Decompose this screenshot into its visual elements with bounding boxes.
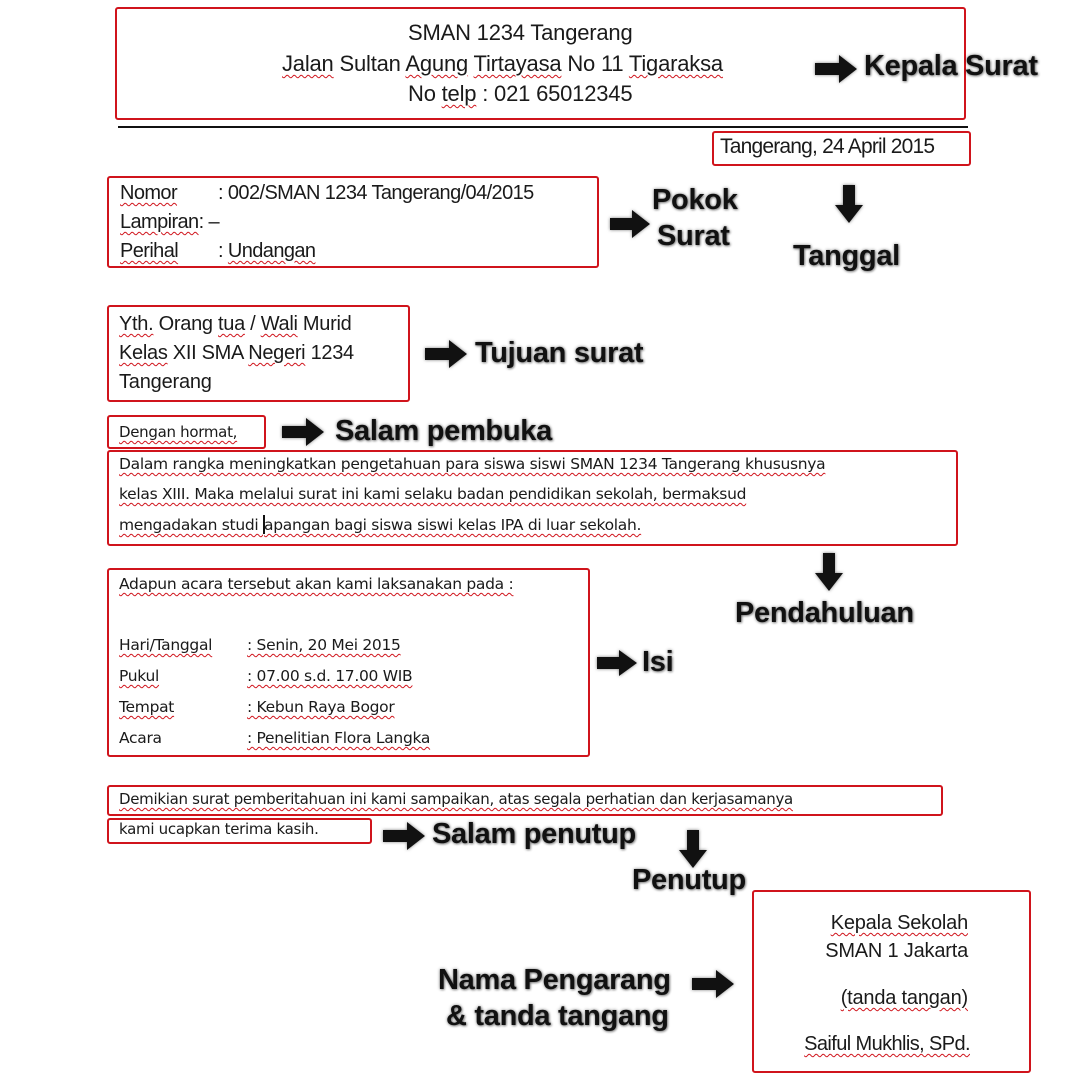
kop-address xyxy=(282,51,723,77)
pokok-value-word: Undangan xyxy=(227,240,316,262)
tujuan-word: XII SMA xyxy=(167,342,249,364)
isi-value: : 07.00 s.d. 17.00 WIB xyxy=(247,667,413,685)
arrow-down-icon xyxy=(679,830,707,868)
kop-address-word: Sultan xyxy=(333,51,406,76)
tanggal-text: Tangerang, 24 April 2015 xyxy=(720,135,935,158)
label-surat: Surat xyxy=(657,220,730,252)
label-pokok: Pokok xyxy=(652,184,738,216)
label-pendahuluan: Pendahuluan xyxy=(735,597,914,629)
pokok-key: Lampiran xyxy=(120,211,199,233)
arrow-right-icon xyxy=(383,822,425,850)
tujuan-word: Murid xyxy=(297,313,352,335)
pokok-key: Perihal xyxy=(120,240,179,262)
isi-key: Pukul xyxy=(119,667,160,685)
pokok-value: : 002/SMAN 1234 Tangerang/04/2015 xyxy=(218,182,534,204)
label-kepala-surat: Kepala Surat xyxy=(864,50,1038,82)
kop-address-word: Jalan xyxy=(282,51,334,76)
tujuan-line2 xyxy=(119,342,354,365)
isi-value: : Kebun Raya Bogor xyxy=(247,698,395,716)
tujuan-line1 xyxy=(119,313,351,336)
kop-school-name: SMAN 1234 Tangerang xyxy=(408,20,633,45)
label-tujuan-surat: Tujuan surat xyxy=(475,337,644,369)
pendahuluan-line2: kelas XIII. Maka melalui surat ini kami selaku badan pendidikan sekolah, bermaksud xyxy=(119,485,747,503)
ttd-sekolah: SMAN 1 Jakarta xyxy=(825,940,968,962)
isi-row xyxy=(119,698,394,716)
pendahuluan-text: mengadakan studi xyxy=(119,516,264,534)
arrow-right-icon xyxy=(610,210,650,238)
arrow-down-icon xyxy=(835,185,863,223)
tujuan-word: Yth. xyxy=(119,313,154,335)
arrow-down-icon xyxy=(815,553,843,591)
tujuan-word: 1234 xyxy=(305,342,354,364)
kop-address-word: Tirtayasa xyxy=(473,51,562,76)
pendahuluan-text: apangan bagi siswa siswi kelas IPA di luar sekolah. xyxy=(264,516,642,534)
header-divider xyxy=(118,126,968,128)
ttd-nama: Saiful Mukhlis, SPd. xyxy=(804,1033,970,1055)
pokok-row-perihal xyxy=(120,240,315,263)
label-tanggal: Tanggal xyxy=(793,240,900,272)
kop-address-word: Agung xyxy=(405,51,469,76)
label-salam-penutup: Salam penutup xyxy=(432,818,636,850)
tujuan-word: Negeri xyxy=(248,342,306,364)
tujuan-word: / xyxy=(244,313,261,335)
pokok-value: : xyxy=(218,240,228,262)
arrow-right-icon xyxy=(815,55,857,83)
arrow-right-icon xyxy=(597,650,637,676)
tujuan-word: Orang xyxy=(153,313,218,335)
kop-phone-part: : 021 65012345 xyxy=(476,81,633,106)
kop-address-word: No 11 xyxy=(561,51,629,76)
pokok-row-lampiran xyxy=(120,211,219,234)
arrow-right-icon xyxy=(282,418,324,446)
pokok-value: : – xyxy=(198,211,220,233)
arrow-right-icon xyxy=(425,340,467,368)
pokok-key: Nomor xyxy=(120,182,178,204)
isi-row xyxy=(119,667,412,685)
penutup-line2: kami ucapkan terima kasih. xyxy=(119,820,319,838)
pendahuluan-line3 xyxy=(119,515,641,534)
label-isi: Isi xyxy=(642,646,674,678)
isi-intro: Adapun acara tersebut akan kami laksanakan pada : xyxy=(119,575,514,593)
tujuan-word: Wali xyxy=(260,313,298,335)
penutup-line1: Demikian surat pemberitahuan ini kami sampaikan, atas segala perhatian dan kerjasamanya xyxy=(119,790,793,808)
isi-row xyxy=(119,636,401,654)
kop-address-word: Tigaraksa xyxy=(628,51,723,76)
label-penutup: Penutup xyxy=(632,864,746,896)
isi-row xyxy=(119,729,430,747)
label-nama-pengarang: Nama Pengarang xyxy=(438,964,671,996)
kop-phone-part: No xyxy=(408,81,442,106)
isi-key: Hari/Tanggal xyxy=(119,636,213,654)
isi-key: Acara xyxy=(119,729,162,747)
isi-value: : Senin, 20 Mei 2015 xyxy=(247,636,401,654)
tujuan-line3: Tangerang xyxy=(119,371,212,393)
tujuan-word: Kelas xyxy=(119,342,168,364)
salam-pembuka-text: Dengan hormat, xyxy=(119,423,238,441)
pendahuluan-line1: Dalam rangka meningkatkan pengetahuan para siswa siswi SMAN 1234 Tangerang khususnya xyxy=(119,455,826,473)
ttd-tanda-tangan: (tanda tangan) xyxy=(840,987,968,1009)
label-salam-pembuka: Salam pembuka xyxy=(335,415,552,447)
ttd-jabatan: Kepala Sekolah xyxy=(830,912,968,934)
pokok-row-nomor xyxy=(120,182,534,205)
kop-phone-part: telp xyxy=(441,81,477,106)
tujuan-word: tua xyxy=(218,313,245,335)
label-tanda-tangang: & tanda tangang xyxy=(446,1000,669,1032)
isi-key: Tempat xyxy=(119,698,175,716)
isi-value: : Penelitian Flora Langka xyxy=(247,729,431,747)
kop-phone xyxy=(408,81,632,107)
arrow-right-icon xyxy=(692,970,734,998)
